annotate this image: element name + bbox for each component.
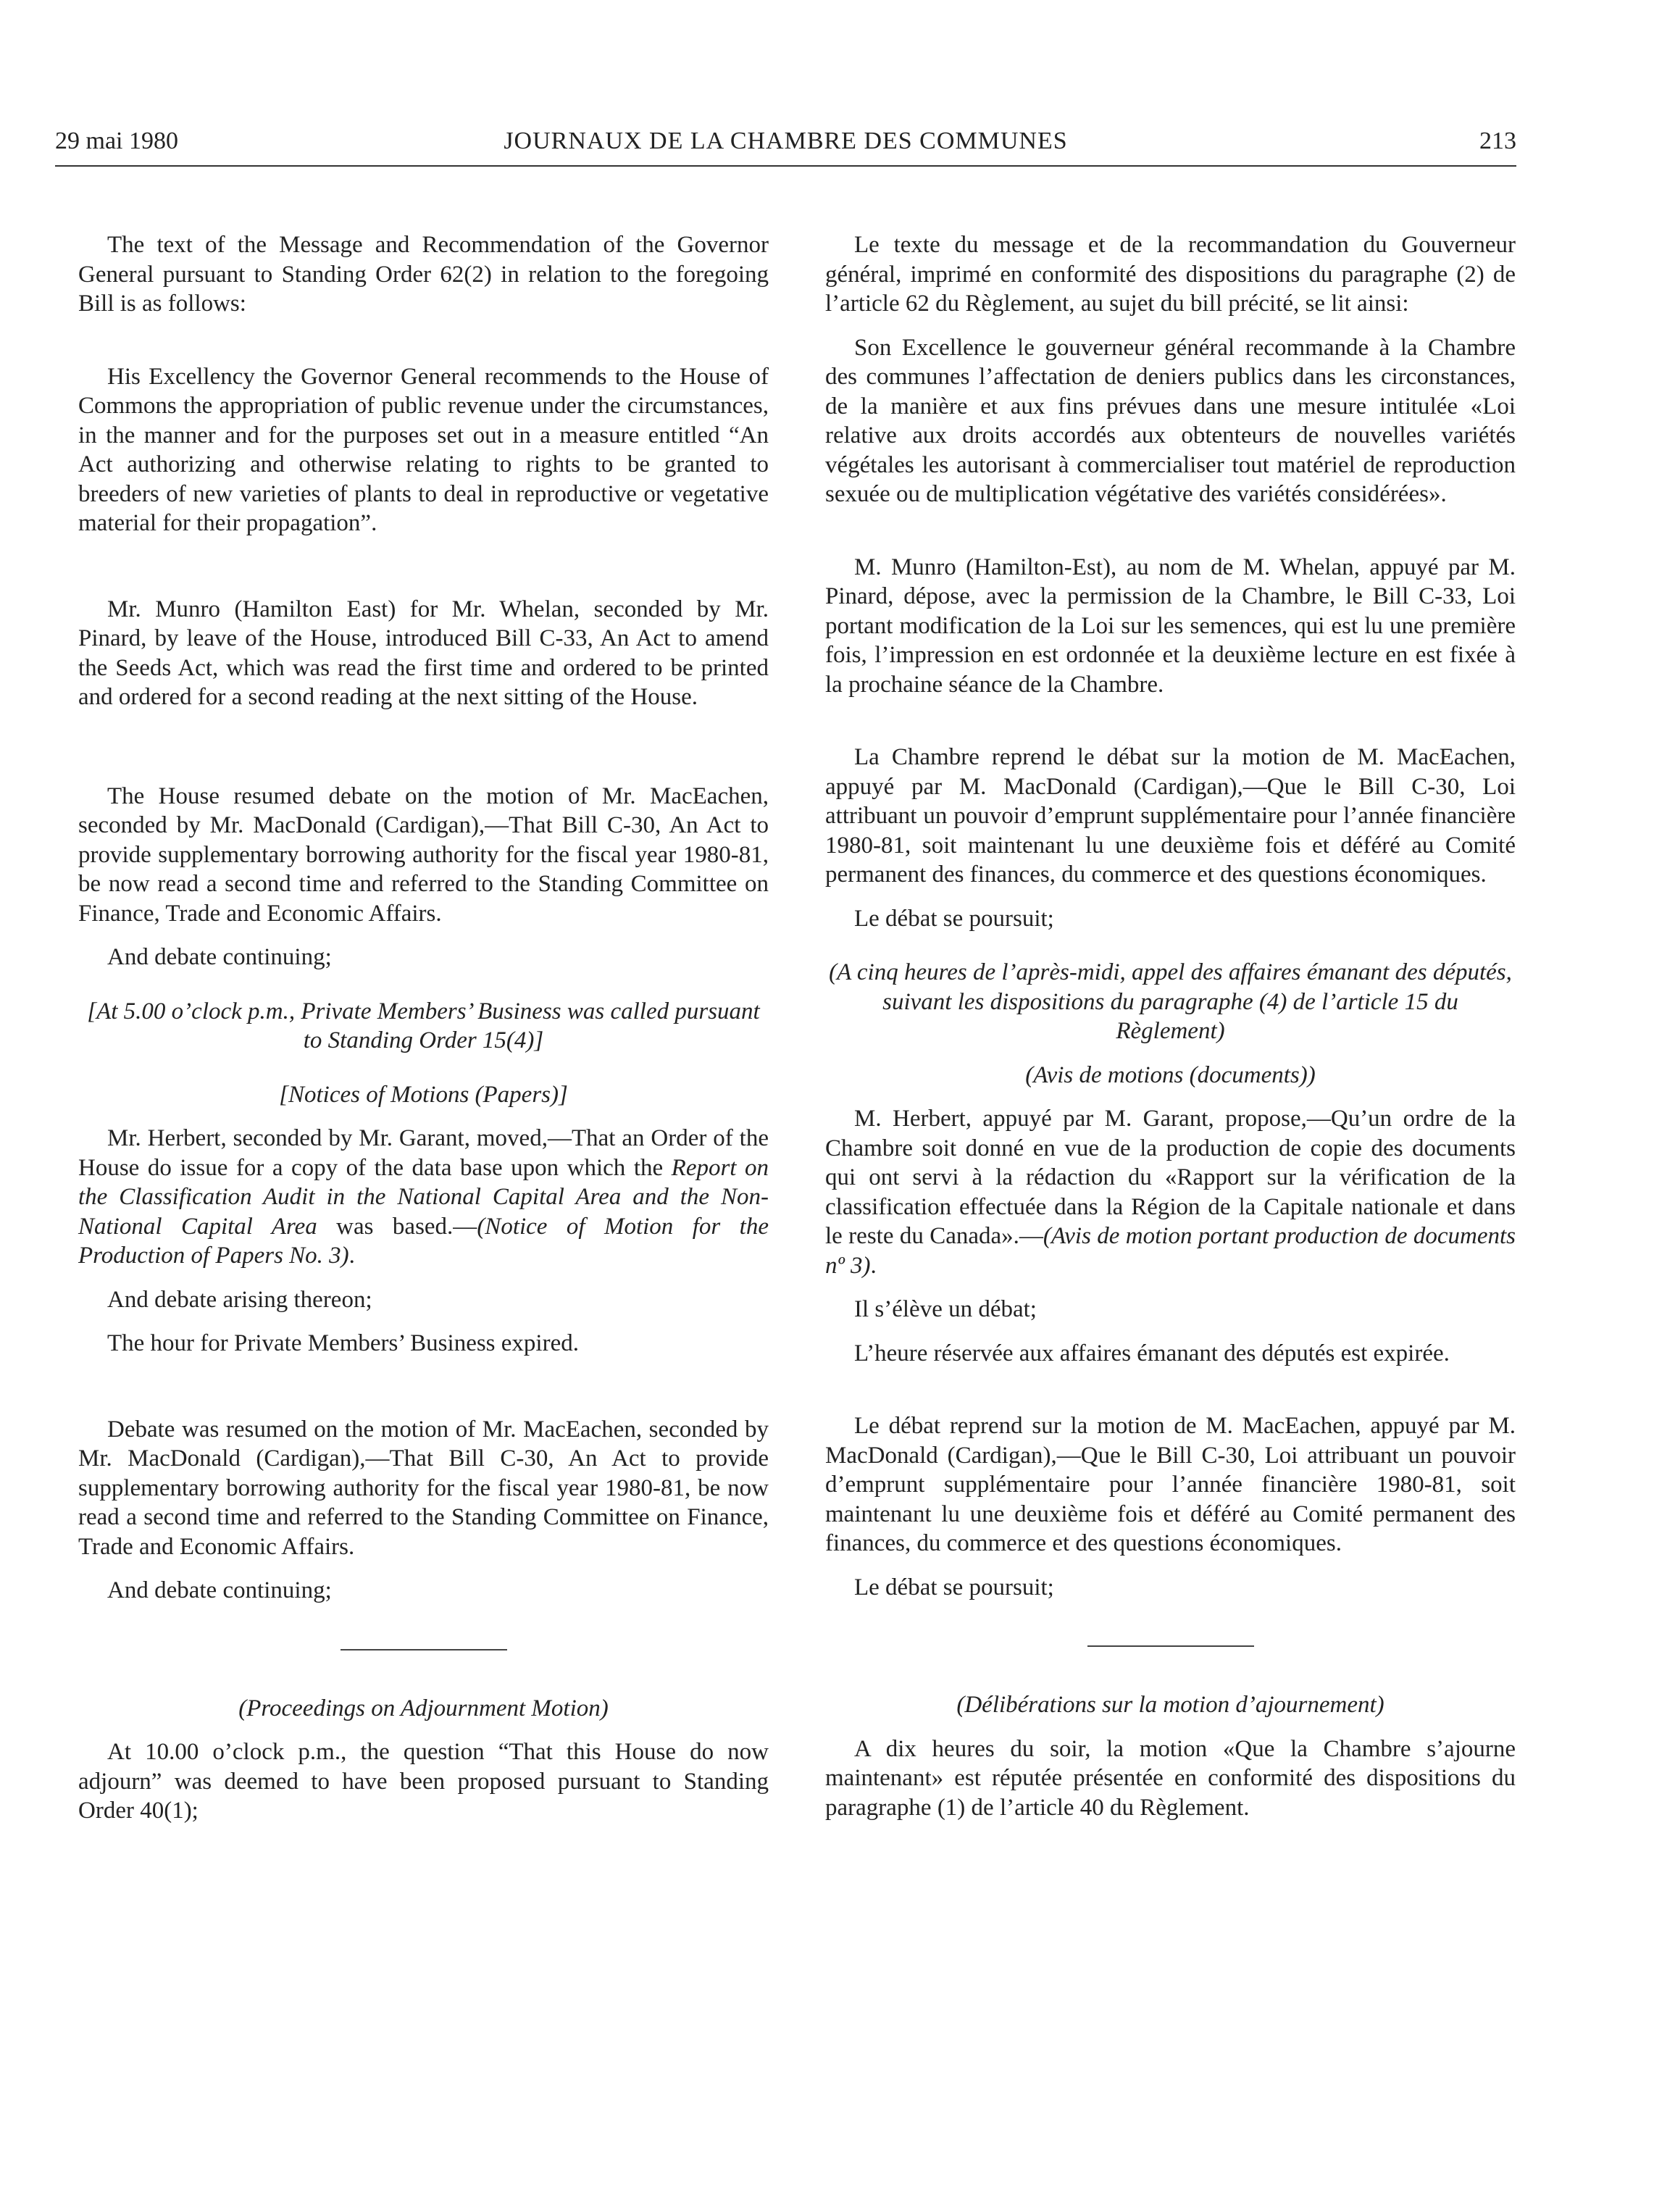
recommendation-fr: Son Excellence le gouverneur général recommande à la Chambre des communes l’affectation de deniers publics dans les circonstances, de la manière et aux fins prévues dans une mesure intitulée «Loi relative aux droits accordés aux obtenteurs de nouvelles variétés végétales les autorisant à commercialiser tout matériel de reproduction sexuée ou de multiplication végétative des variétés considérées». (825, 334, 1516, 507)
french-column (825, 230, 1516, 1822)
debate-arising-fr: Il s’élève un débat; (854, 1296, 1037, 1322)
debate-resumed-fr: La Chambre reprend le débat sur la motion de M. MacEachen, appuyé par M. MacDonald (Cardigan),—Que le Bill C-30, Loi attribuant un pouvoir d’emprunt supplémentaire pour l’année financière 1980-81, soit maintenant lu une deuxième fois et déféré au Comité permanent des finances, du commerce et des questions économiques. (825, 744, 1516, 888)
debate-continuing-2-fr: Le débat se poursuit; (854, 1574, 1054, 1600)
header-title: JOURNAUX DE LA CHAMBRE DES COMMUNES (504, 128, 1068, 154)
adjournment-heading-en: (Proceedings on Adjournment Motion) (238, 1695, 609, 1721)
private-members-note-fr: (A cinq heures de l’après-midi, appel des affaires émanant des députés, suivant les dispositions du paragraphe (4) de l’article 15 du Règlement) (829, 959, 1512, 1044)
page-number: 213 (1479, 128, 1516, 154)
hour-expired-fr: L’heure réservée aux affaires émanant des députés est expirée. (854, 1340, 1450, 1366)
recommendation-en: His Excellency the Governor General recommends to the House of Commons the appropriation of public revenue under the circumstances, in the manner and for the purposes set out in a measure entitled “An Act authorizing and otherwise relating to rights to be granted to breeders of new varieties of plants to deal in reproductive or vegetative material for their propagation”. (78, 363, 769, 536)
debate-continuing-2-en: And debate continuing; (107, 1577, 332, 1603)
debate-continuing-fr: Le débat se poursuit; (854, 905, 1054, 932)
hour-expired-en: The hour for Private Members’ Business expired. (107, 1330, 579, 1356)
debate-resumed-2-en: Debate was resumed on the motion of Mr. MacEachen, seconded by Mr. MacDonald (Cardigan),—That Bill C-30, An Act to provide supplementary borrowing authority for the fiscal year 1980-81, be now read a second time and referred to the Standing Committee on Finance, Trade and Economic Affairs. (78, 1416, 769, 1560)
message-intro-en: The text of the Message and Recommendation of the Governor General pursuant to Standing Order 62(2) in relation to the foregoing Bill is as follows: (78, 232, 769, 317)
message-intro-fr: Le texte du message et de la recommandation du Gouverneur général, imprimé en conformité des dispositions du paragraphe (2) de l’article 62 du Règlement, au sujet du bill précité, se lit ainsi: (825, 232, 1516, 317)
page-header (55, 125, 1516, 167)
debate-continuing-en: And debate continuing; (107, 944, 332, 970)
adjournment-text-en: At 10.00 o’clock p.m., the question “That this House do now adjourn” was deemed to have been proposed pursuant to Standing Order 40(1); (78, 1739, 769, 1824)
herbert-motion-fr: M. Herbert, appuyé par M. Garant, propose,—Qu’un ordre de la Chambre soit donné en vue de la production de copie des documents qui ont servi à la rédaction du «Rapport sur la vérification de la classification effectuée dans la Région de la Capitale nationale et dans le reste du Canada».—(Avis de motion portant production de documents nº 3). (825, 1106, 1516, 1279)
debate-resumed-2-fr: Le débat reprend sur la motion de M. MacEachen, appuyé par M. MacDonald (Cardigan),—Que le Bill C-30, Loi attribuant un pouvoir d’emprunt supplémentaire pour l’année financière 1980-81, soit maintenant lu une deuxième fois et déféré au Comité permanent des finances, du commerce et des questions économiques. (825, 1413, 1516, 1556)
debate-resumed-en: The House resumed debate on the motion of Mr. MacEachen, seconded by Mr. MacDonald (Cardigan),—That Bill C-30, An Act to provide supplementary borrowing authority for the fiscal year 1980-81, be now read a second time and referred to the Standing Committee on Finance, Trade and Economic Affairs. (78, 782, 769, 927)
adjournment-heading-fr: (Délibérations sur la motion d’ajournement) (956, 1692, 1384, 1718)
adjournment-text-fr: A dix heures du soir, la motion «Que la Chambre s’ajourne maintenant» est réputée présentée en conformité des dispositions du paragraphe (1) de l’article 40 du Règlement. (825, 1735, 1516, 1821)
bill-c33-fr: M. Munro (Hamilton-Est), au nom de M. Whelan, appuyé par M. Pinard, dépose, avec la permission de la Chambre, le Bill C-33, Loi portant modification de la Loi sur les semences, qui est lu une première fois, l’impression en est ordonnée et la deuxième lecture en est fixée à la prochaine séance de la Chambre. (825, 554, 1516, 698)
private-members-note-en: [At 5.00 o’clock p.m., Private Members’ Business was called pursuant to Standing Order 15(4)] (87, 998, 760, 1053)
debate-arising-en: And debate arising thereon; (107, 1286, 372, 1313)
english-column (78, 230, 769, 1826)
header-date: 29 mai 1980 (55, 128, 178, 154)
notices-heading-en: [Notices of Motions (Papers)] (279, 1081, 568, 1108)
bill-c33-en: Mr. Munro (Hamilton East) for Mr. Whelan, seconded by Mr. Pinard, by leave of the House, introduced Bill C-33, An Act to amend the Seeds Act, which was read the first time and ordered to be printed and ordered for a second reading at the next sitting of the House. (78, 596, 769, 710)
notices-heading-fr: (Avis de motions (documents)) (1025, 1061, 1316, 1088)
herbert-motion-en: Mr. Herbert, seconded by Mr. Garant, moved,—That an Order of the House do issue for a copy of the data base upon which the Report on the Classification Audit in the National Capital Area and the Non-National Capital Area was based.—(Notice of Motion for the Production of Papers No. 3). (78, 1125, 769, 1269)
